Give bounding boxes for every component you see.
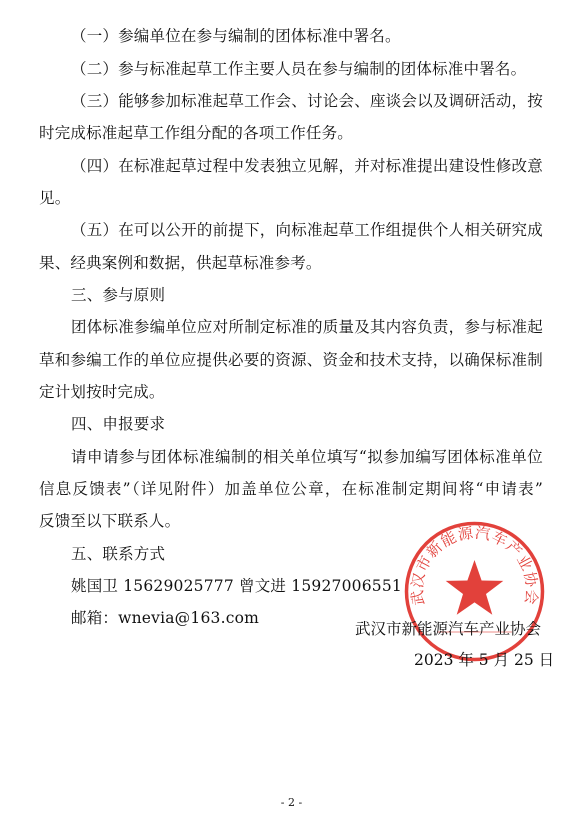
paragraph-benefit-3-line1: （三）能够参加标准起草工作会、讨论会、座谈会以及调研活动，按 <box>71 92 543 110</box>
section-5-heading: 五、联系方式 <box>71 545 166 563</box>
page-number: - 2 - <box>280 796 303 809</box>
official-seal-stamp <box>403 520 546 663</box>
signature-organization: 武汉市新能源汽车产业协会 <box>355 620 542 638</box>
section-3-line1: 团体标准参编单位应对所制定标准的质量及其内容负责，参与标准起 <box>71 318 543 336</box>
section-4-line1: 请申请参与团体标准编制的相关单位填写“拟参加编写团体标准单位 <box>71 448 543 466</box>
paragraph-benefit-2: （二）参与标准起草工作主要人员在参与编制的团体标准中署名。 <box>71 60 527 78</box>
section-3-heading: 三、参与原则 <box>71 286 166 304</box>
contact-names-phones: 姚国卫 15629025777 曾文进 15927006551 <box>71 577 402 595</box>
section-4-line2: 信息反馈表”（详见附件）加盖单位公章，在标准制定期间将“申请表” <box>39 480 543 498</box>
section-4-heading: 四、申报要求 <box>71 415 166 433</box>
section-3-line2: 草和参编工作的单位应提供必要的资源、资金和技术支持，以确保标准制 <box>39 351 543 369</box>
paragraph-benefit-4-line1: （四）在标准起草过程中发表独立见解，并对标准提出建设性修改意 <box>71 157 543 175</box>
signature-date: 2023 年 5 月 25 日 <box>414 651 555 669</box>
paragraph-benefit-1: （一）参编单位在参与编制的团体标准中署名。 <box>71 27 401 45</box>
paragraph-benefit-5-line2: 果、经典案例和数据，供起草标准参考。 <box>39 254 322 272</box>
paragraph-benefit-3-line2: 时完成标准起草工作组分配的各项工作任务。 <box>39 124 354 142</box>
seal-arc-text: 武汉市新能源汽车产业协会 <box>408 523 541 607</box>
paragraph-benefit-5-line1: （五）在可以公开的前提下，向标准起草工作组提供个人相关研究成 <box>71 221 543 239</box>
contact-email: 邮箱：wnevia@163.com <box>71 609 260 627</box>
seal-star-icon <box>446 560 504 615</box>
paragraph-benefit-4-line2: 见。 <box>39 189 71 207</box>
section-3-line3: 定计划按时完成。 <box>39 383 165 401</box>
section-4-line3: 反馈至以下联系人。 <box>39 512 181 530</box>
